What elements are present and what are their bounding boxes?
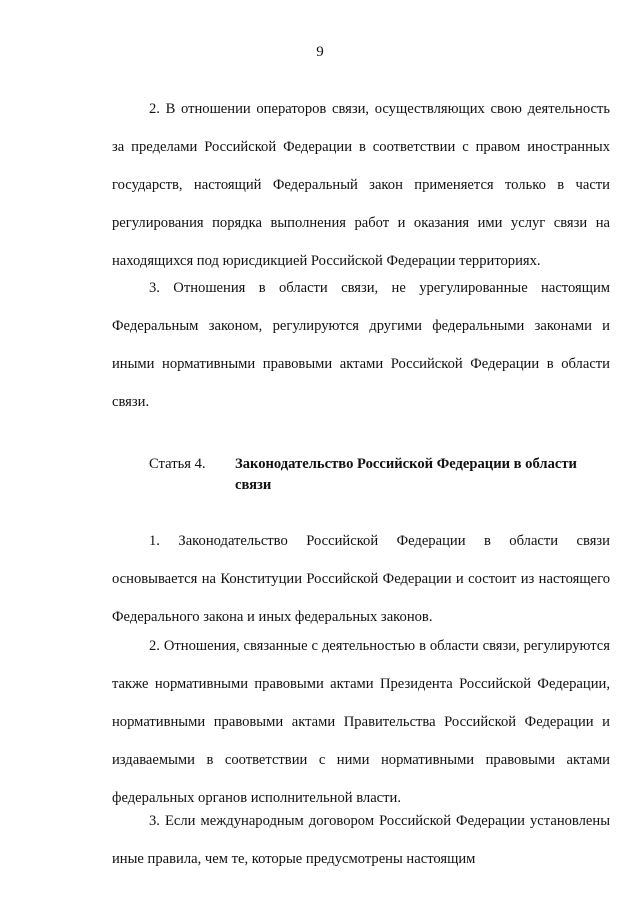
article-paragraph-2: 2. Отношения, связанные с деятельностью в области связи, регулируются также нормативными правовыми актами Президента Российской Федерации, нормативными правовыми актами Правительства Российской Федерации и издаваемыми в соответствии с ними нормативными правовыми актами федеральных органов исполнительной власти.: [112, 638, 610, 806]
article-paragraph-1: 1. Законодательство Российской Федерации в области связи основывается на Конституции Российской Федерации и состоит из настоящего Федерального закона и иных федеральных законов.: [112, 533, 610, 625]
article-title: Законодательство Российской Федерации в области связи: [235, 456, 577, 493]
page-number: 9: [316, 44, 324, 60]
article-label: Статья 4.: [149, 456, 206, 472]
paragraph-3-other-laws: 3. Отношения в области связи, не урегулированные настоящим Федеральным законом, регулируются другими федеральными законами и иными нормативными правовыми актами Российской Федерации в области связи.: [112, 280, 610, 410]
paragraph-2-operators-abroad: 2. В отношении операторов связи, осуществляющих свою деятельность за пределами Российской Федерации в соответствии с правом иностранных государств, настоящий Федеральный закон применяется только в части регулирования порядка выполнения работ и оказания ими услуг связи на находящихся под юрисдикцией Российской Федерации территориях.: [112, 101, 610, 269]
article-paragraph-3: 3. Если международным договором Российской Федерации установлены иные правила, чем те, которые предусмотрены настоящим: [112, 813, 610, 867]
